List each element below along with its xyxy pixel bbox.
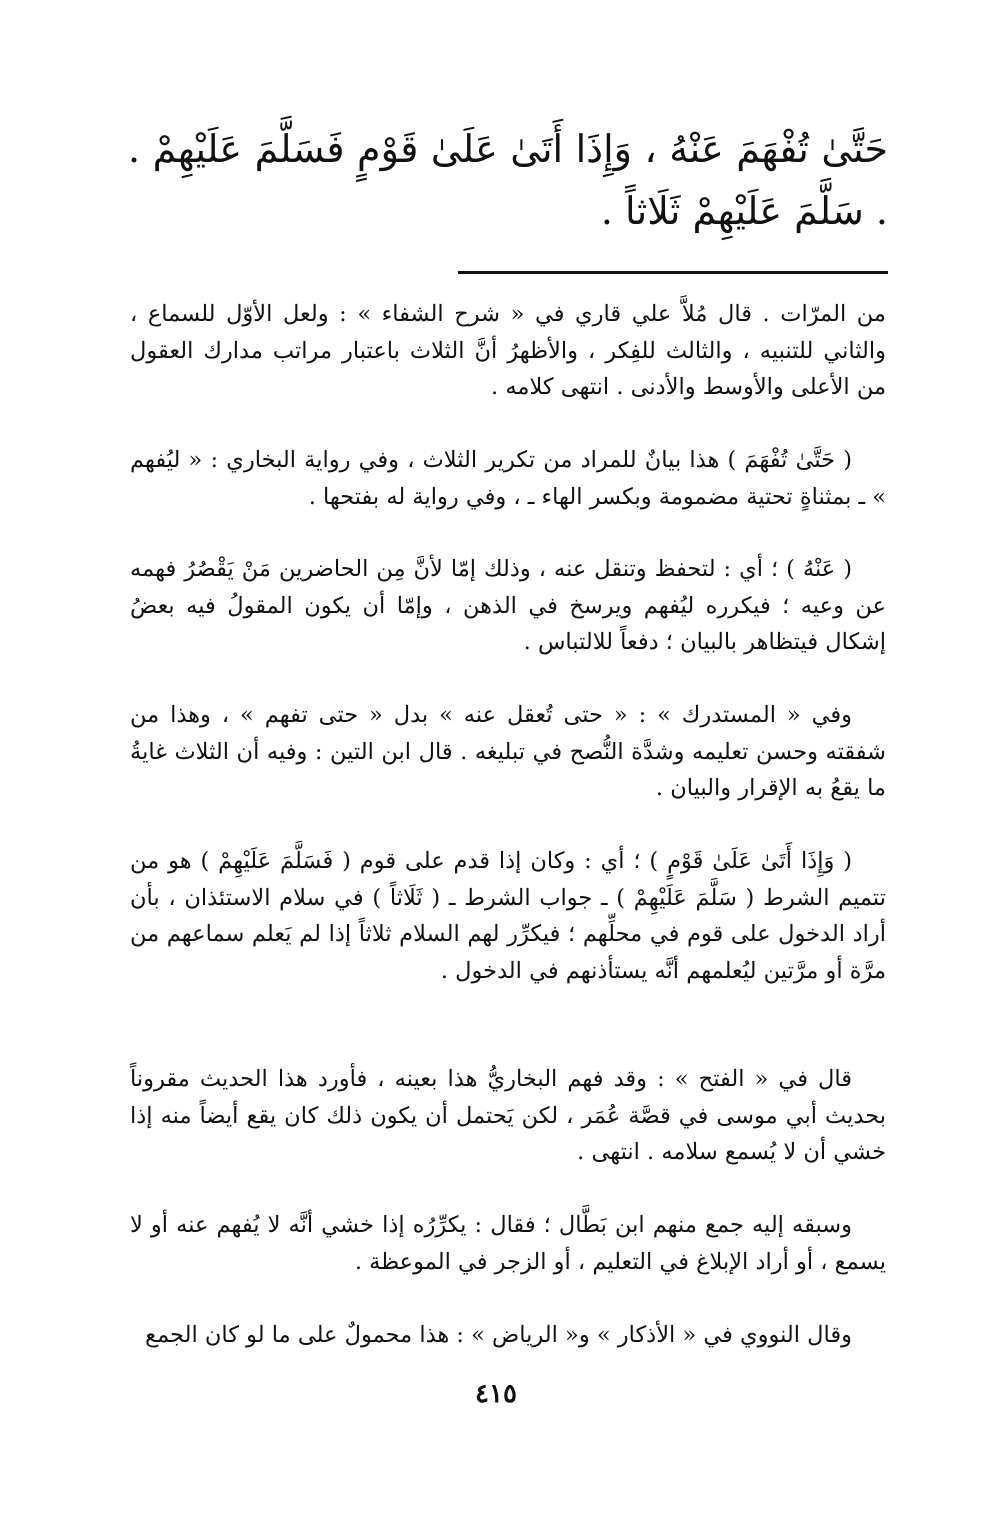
commentary-paragraph: وقال النووي في « الأذكار » و« الرياض » : هذا محمولٌ على ما لو كان الجمع [145,1322,852,1348]
commentary-paragraph: وسبقه إليه جمع منهم ابن بَطَّال ؛ فقال : يكرِّرُه إذا خشي أنَّه لا يُفهم عنه أو لا يسمع ، أو أراد الإبلاغ في التعليم ، أو الزجر في الموعظة . [130,1212,886,1275]
commentary-paragraph: ( وَإِذَا أَتَىٰ عَلَىٰ قَوْمٍ ) ؛ أي : وكان إذا قدم على قوم ( فَسَلَّمَ عَلَيْهِمْ ) هو من تتميم الشرط ( سَلَّمَ عَلَيْهِمْ ) ـ جواب الشرط ـ ( ثَلَاثاً ) في سلام الاستئذان ، بأن أراد الدخول على قوم في محلِّهم ؛ فيكرِّر لهم السلام ثلاثاً إذا لم يَعلم سماعهم من مرَّة أو مرَّتين ليُعلمهم أنَّه يستأذنهم في الدخول . [130,848,886,984]
hadith-main-text: حَتَّىٰ تُفْهَمَ عَنْهُ ، وَإِذَا أَتَىٰ عَلَىٰ قَوْمٍ فَسَلَّمَ عَلَيْهِمْ . . سَلَّمَ عَلَيْهِمْ ثَلَاثاً . [128,127,888,233]
footnote-divider [458,271,888,274]
commentary-paragraph: ( عَنْهُ ) ؛ أي : لتحفظ وتنقل عنه ، وذلك إمّا لأنَّ مِن الحاضرين مَنْ يَقْصُرُ فهمه عن وعيه ؛ فيكرره ليُفهم ويرسخ في الذهن ، وإمّا أن يكون المقولُ فيه بعضُ إشكال فيتظاهر بالبيان ؛ دفعاً للالتباس . [130,556,886,655]
commentary-paragraph: قال في « الفتح » : وقد فهم البخاريُّ هذا بعينه ، فأورد هذا الحديث مقروناً بحديث أبي موسى في قصَّة عُمَر ، لكن يَحتمل أن يكون ذلك كان يقع أيضاً منه إذا خشي أن لا يُسمع سلامه . انتهى . [130,1066,886,1165]
commentary-paragraph: ( حَتَّىٰ تُفْهَمَ ) هذا بيانٌ للمراد من تكرير الثلاث ، وفي رواية البخاري : « ليُفهم » ـ بمثناةٍ تحتية مضمومة وبكسر الهاء ـ ، وفي رواية له بفتحها . [130,447,886,510]
commentary-section [130,296,886,1357]
commentary-paragraph: وفي « المستدرك » : « حتى تُعقل عنه » بدل « حتى تفهم » ، وهذا من شفقته وحسن تعليمه وشدَّة النُّصح في تبليغه . قال ابن التين : وفيه أن الثلاث غايةُ ما يقعُ به الإقرار والبيان . [130,702,886,801]
commentary-paragraph: من المرّات . قال مُلاَّ علي قاري في « شرح الشفاء » : ولعل الأوّل للسماع ، والثاني للتنبيه ، والثالث للفِكر ، والأظهرُ أنَّ الثلاث باعتبار مراتب مدارك العقول من الأعلى والأوسط والأدنى . انتهى كلامه . [130,301,886,400]
page-number: ٤١٥ [475,1379,517,1409]
